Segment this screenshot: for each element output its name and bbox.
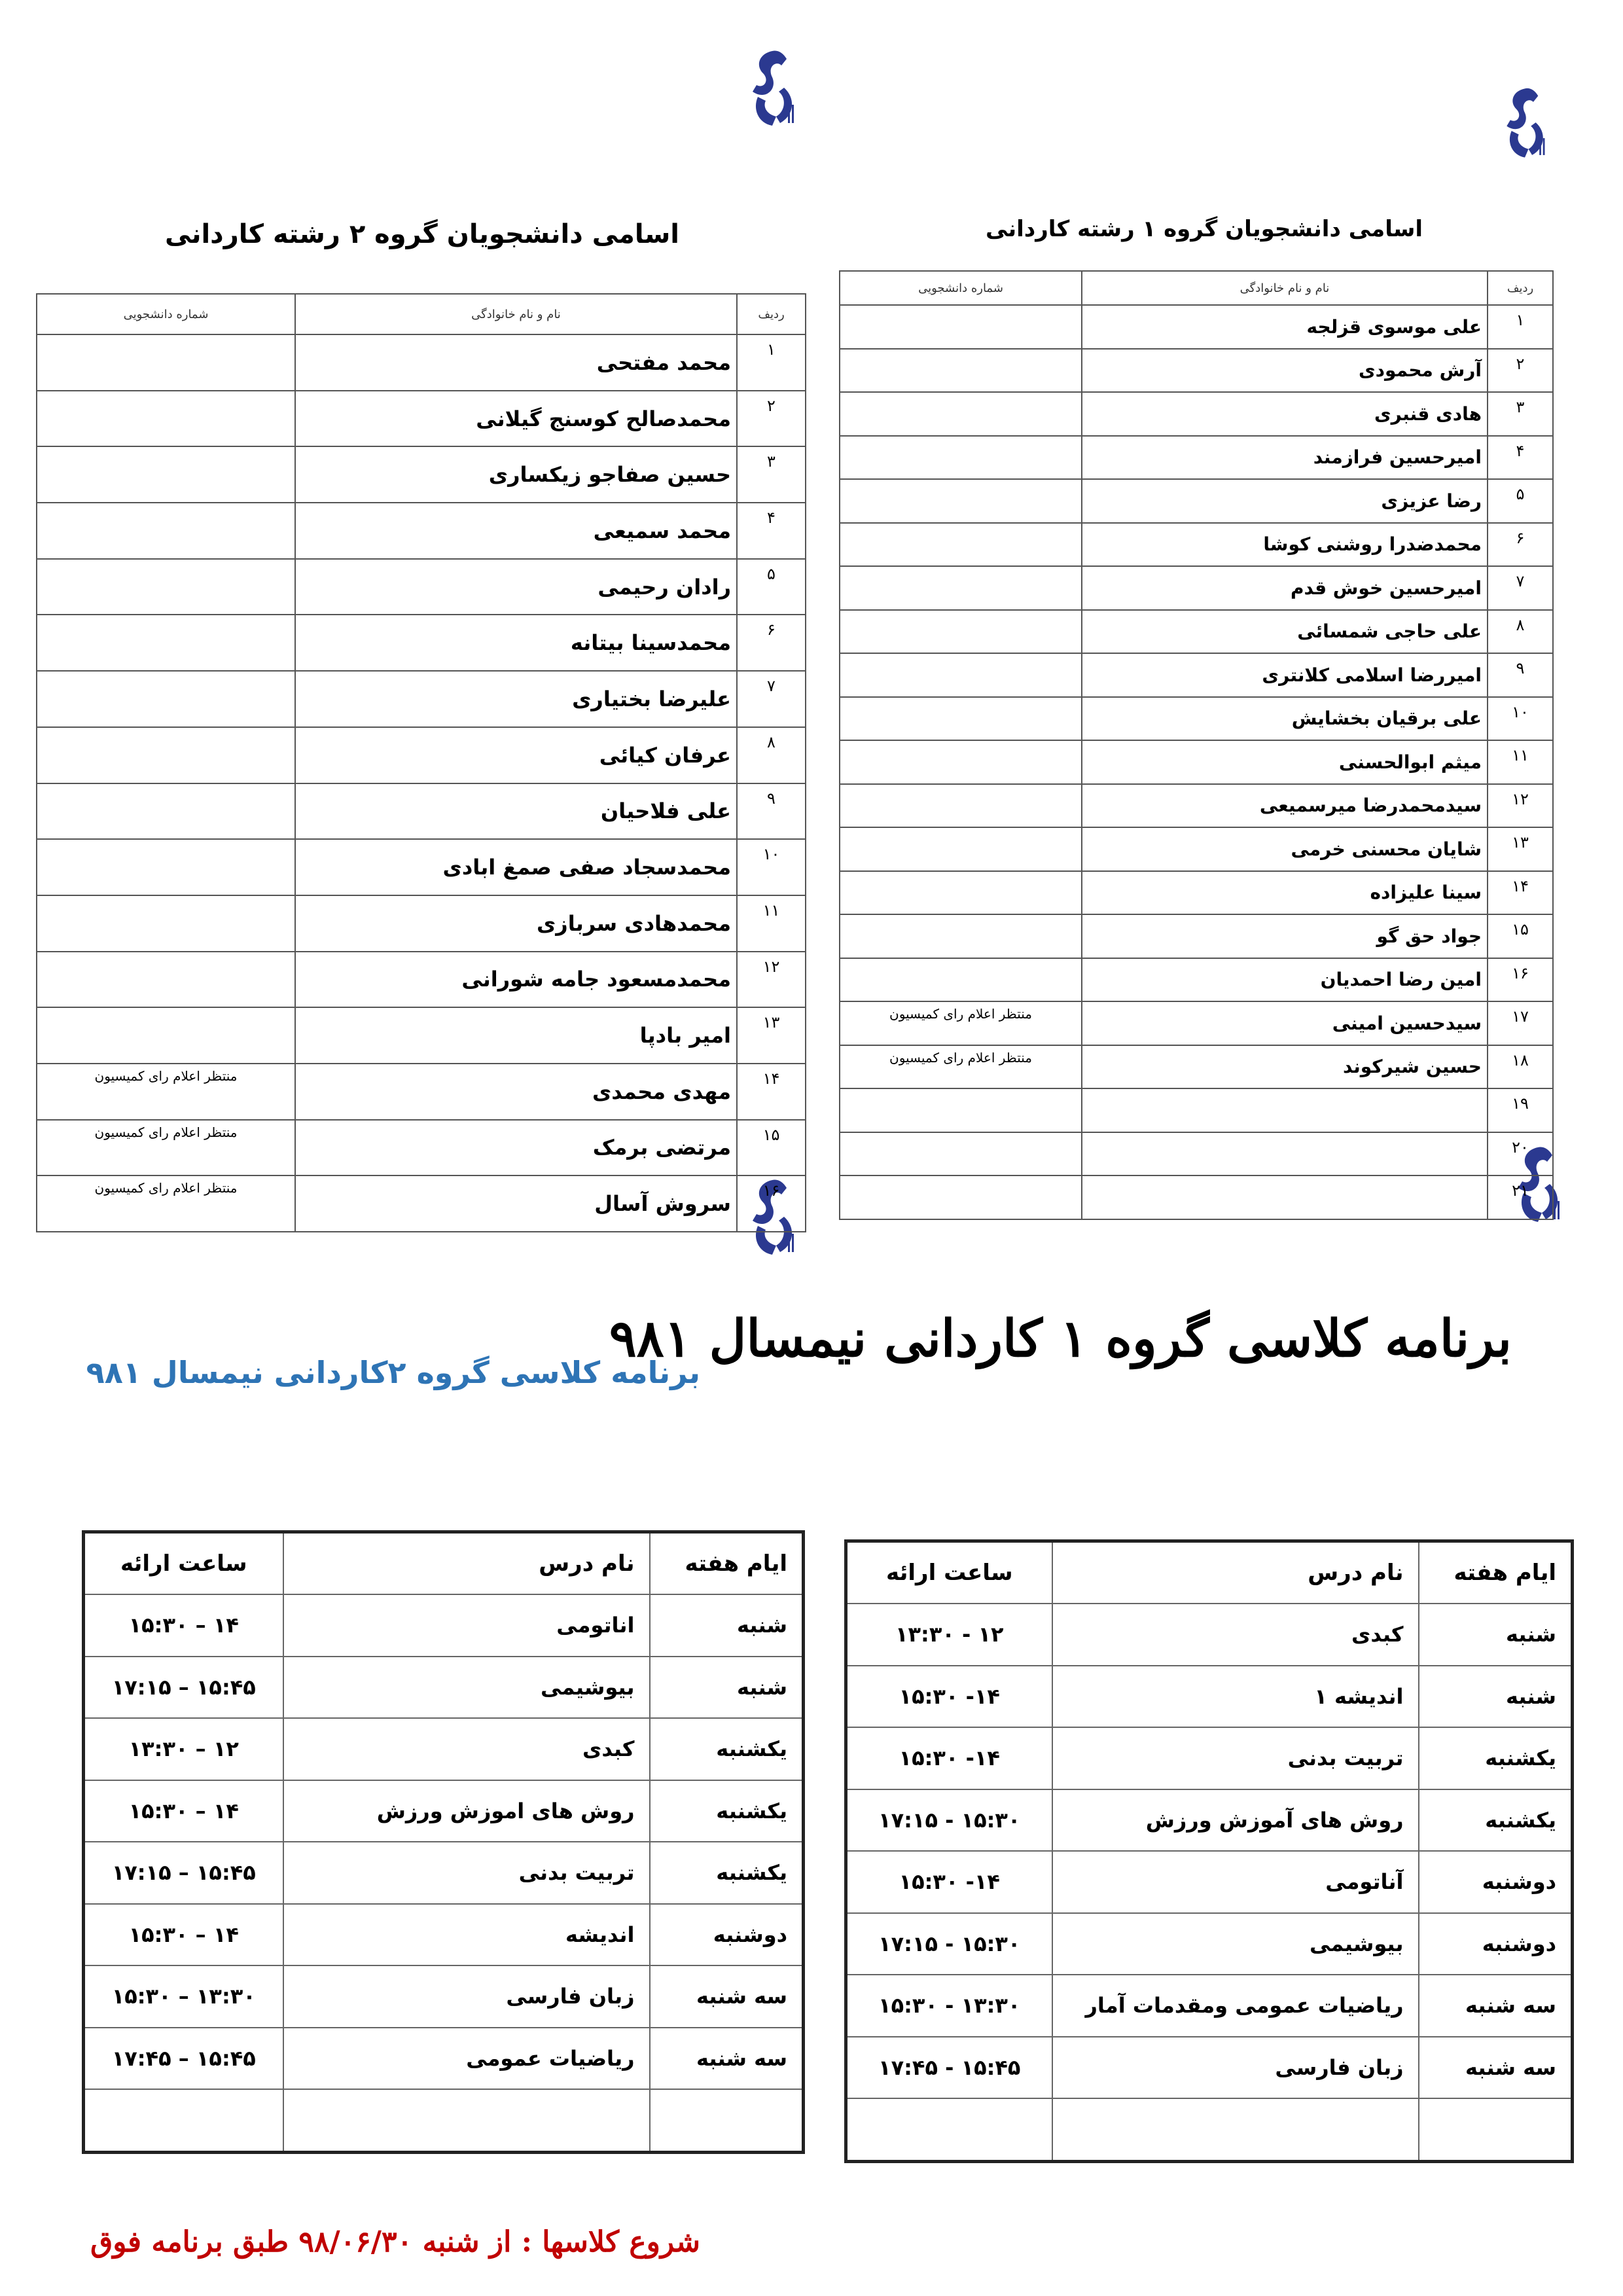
table-row [846,1851,1573,1913]
row-index: ۷ [737,671,806,727]
table-row [840,1175,1553,1219]
student-id-note [37,503,295,559]
header-time: ساعت ارائه [84,1532,283,1595]
schedule-time: ۱۳:۳۰ – ۱۵:۳۰ [84,1965,283,2028]
group1-schedule-title: برنامه کلاسی گروه ۱ کاردانی نیمسال ۹۸۱ [609,1309,1512,1369]
table-row [846,1975,1573,2037]
row-index: ۲ [1488,349,1553,393]
student-id-note: منتظر اعلام رای کمیسیون [37,1175,295,1232]
schedule-day: شنبه [650,1657,804,1719]
table-row [840,610,1553,654]
schedule-course: اندیشه [283,1904,650,1966]
row-index: ۳ [1488,392,1553,436]
schedule-day: شنبه [1419,1604,1573,1666]
student-id-note [37,391,295,447]
student-name [1082,1132,1488,1176]
student-id-note [840,914,1082,958]
schedule-course: تربیت بدنی [1052,1727,1419,1789]
table-row [840,305,1553,349]
header-index: ردیف [737,294,806,334]
table-row [840,1088,1553,1132]
table-row [37,1175,806,1232]
student-id-note [37,671,295,727]
student-name: علی برقیان بخشایش [1082,697,1488,741]
student-name: محمدصالح کوسنج گیلانی [295,391,737,447]
schedule-course [1052,2098,1419,2161]
student-name: امیررضا اسلامی کلانتری [1082,653,1488,697]
classes-start-note: شروع کلاسها : از شنبه ۹۸/۰۶/۳۰ طبق برنامه فوق [90,2225,700,2259]
schedule-time: ۱۴- ۱۵:۳۰ [846,1727,1052,1789]
table-row [84,2028,804,2090]
student-id-note [840,740,1082,784]
student-name: رادان رحیمی [295,559,737,615]
student-name: محمد سمیعی [295,503,737,559]
row-index: ۱۵ [737,1120,806,1176]
university-logo [1499,84,1551,162]
header-course: نام درس [1052,1541,1419,1604]
row-index: ۵ [737,559,806,615]
student-id-note: منتظر اعلام رای کمیسیون [37,1120,295,1176]
schedule-course: بیوشیمی [1052,1913,1419,1975]
schedule-day: یکشنبه [650,1780,804,1842]
table-row [84,1842,804,1904]
header-day: ایام هفته [1419,1541,1573,1604]
student-name: محمدسجاد صفی صمغ ابادی [295,839,737,895]
row-index: ۱۴ [737,1064,806,1120]
table-row [37,559,806,615]
table-row [846,2098,1573,2161]
row-index: ۵ [1488,479,1553,523]
header-student-id: شماره دانشجویی [840,271,1082,305]
schedule-time: ۱۲ - ۱۳:۳۰ [846,1604,1052,1666]
schedule-time [84,2089,283,2152]
table-row [37,503,806,559]
table-header-row [37,294,806,334]
student-name: محمد مفتحی [295,334,737,391]
student-name: میثم ابوالحسنی [1082,740,1488,784]
student-name: رضا عزیزی [1082,479,1488,523]
schedule-course: زبان فارسی [283,1965,650,2028]
student-name: امین رضا احمدیان [1082,958,1488,1002]
schedule-day: شنبه [650,1594,804,1657]
student-name: سینا علیزاده [1082,871,1488,915]
schedule-course: کبدی [1052,1604,1419,1666]
university-logo [746,46,798,131]
table-row [846,1604,1573,1666]
table-row [840,653,1553,697]
schedule-day: شنبه [1419,1666,1573,1728]
schedule-course: اندیشه ۱ [1052,1666,1419,1728]
schedule-day: سه شنبه [1419,2037,1573,2099]
student-id-note [840,392,1082,436]
table-row [84,1965,804,2028]
group1-students-table [839,270,1554,1220]
row-index: ۱۲ [1488,784,1553,828]
row-index: ۳ [737,446,806,503]
schedule-day: دوشنبه [1419,1851,1573,1913]
row-index: ۲ [737,391,806,447]
row-index: ۷ [1488,566,1553,610]
row-index: ۱۴ [1488,871,1553,915]
schedule-day: دوشنبه [650,1904,804,1966]
student-id-note [840,305,1082,349]
schedule-day [650,2089,804,2152]
student-name [1082,1088,1488,1132]
header-name: نام و نام خانوادگی [1082,271,1488,305]
student-name: محمدضدرا روشنی کوشا [1082,523,1488,567]
schedule-course: اناتومی [283,1594,650,1657]
table-row [37,334,806,391]
table-row [37,839,806,895]
student-name: سیدحسین امینی [1082,1001,1488,1045]
schedule-course: روش های آموزش ورزش [1052,1789,1419,1852]
schedule-day: یکشنبه [1419,1727,1573,1789]
student-id-note [840,349,1082,393]
schedule-day: یکشنبه [1419,1789,1573,1852]
group2-schedule-table [82,1530,805,2154]
student-id-note: منتظر اعلام رای کمیسیون [840,1001,1082,1045]
row-index: ۹ [737,783,806,840]
row-index: ۱۳ [737,1007,806,1064]
table-row [84,2089,804,2152]
schedule-time: ۱۴ – ۱۵:۳۰ [84,1780,283,1842]
schedule-time: ۱۵:۳۰ - ۱۷:۱۵ [846,1913,1052,1975]
student-name: شایان محسنی خرمی [1082,827,1488,871]
schedule-time [846,2098,1052,2161]
schedule-time: ۱۵:۴۵ – ۱۷:۱۵ [84,1657,283,1719]
student-id-note [37,1007,295,1064]
row-index: ۱۶ [1488,958,1553,1002]
table-row [840,479,1553,523]
schedule-course: روش های اموزش ورزش [283,1780,650,1842]
schedule-day: سه شنبه [1419,1975,1573,2037]
group1-list-title: اسامی دانشجویان گروه ۱ رشته کاردانی [985,216,1423,242]
student-id-note [840,1088,1082,1132]
table-row [840,958,1553,1002]
table-header-row [840,271,1553,305]
schedule-day [1419,2098,1573,2161]
row-index: ۴ [1488,436,1553,480]
student-id-note [37,727,295,783]
student-name: مهدی محمدی [295,1064,737,1120]
header-student-id: شماره دانشجویی [37,294,295,334]
group2-list-title: اسامی دانشجویان گروه ۲ رشته کاردانی [164,219,679,249]
row-index: ۸ [1488,610,1553,654]
row-index: ۲۰ [1488,1132,1553,1176]
group1-schedule-table [844,1539,1574,2163]
student-id-note [37,559,295,615]
student-name: علی موسوی قزلجه [1082,305,1488,349]
student-name: علی حاجی شمسائی [1082,610,1488,654]
table-row [84,1718,804,1780]
header-course: نام درس [283,1532,650,1595]
student-id-note [37,446,295,503]
schedule-time: ۱۴ – ۱۵:۳۰ [84,1594,283,1657]
student-name: محمدمسعود جامه شورانی [295,952,737,1008]
student-id-note [840,653,1082,697]
schedule-day: یکشنبه [650,1842,804,1904]
student-name: آرش محمودی [1082,349,1488,393]
row-index: ۸ [737,727,806,783]
student-id-note [840,479,1082,523]
student-name: محمدسینا بیتانه [295,615,737,671]
table-row [37,671,806,727]
row-index: ۱۶ [737,1175,806,1232]
schedule-course: آناتومی [1052,1851,1419,1913]
row-index: ۱۱ [737,895,806,952]
schedule-time: ۱۴ – ۱۵:۳۰ [84,1904,283,1966]
schedule-time: ۱۲ – ۱۳:۳۰ [84,1718,283,1780]
student-name: امیرحسین فرازمند [1082,436,1488,480]
table-row [37,1007,806,1064]
student-id-note [37,952,295,1008]
table-row [84,1904,804,1966]
group2-schedule-title: برنامه کلاسی گروه ۲کاردانی نیمسال ۹۸۱ [86,1355,700,1390]
table-row [840,436,1553,480]
student-name [1082,1175,1488,1219]
schedule-time: ۱۵:۳۰ - ۱۷:۱۵ [846,1789,1052,1852]
student-name: مرتضی برمک [295,1120,737,1176]
schedule-day: دوشنبه [1419,1913,1573,1975]
schedule-course: زبان فارسی [1052,2037,1419,2099]
schedule-time: ۱۵:۴۵ - ۱۷:۴۵ [846,2037,1052,2099]
row-index: ۱۰ [1488,697,1553,741]
student-id-note [840,827,1082,871]
schedule-day: سه شنبه [650,2028,804,2090]
row-index: ۱۲ [737,952,806,1008]
table-row [840,392,1553,436]
student-id-note [840,697,1082,741]
student-name: سیدمحمدرضا میرسمیعی [1082,784,1488,828]
student-id-note [840,871,1082,915]
schedule-time: ۱۳:۳۰ - ۱۵:۳۰ [846,1975,1052,2037]
table-row [840,871,1553,915]
row-index: ۱۷ [1488,1001,1553,1045]
table-row [84,1594,804,1657]
student-id-note [840,566,1082,610]
table-row [840,566,1553,610]
student-id-note [840,958,1082,1002]
table-row [37,895,806,952]
student-name: جواد حق گو [1082,914,1488,958]
table-header-row [846,1541,1573,1604]
table-row [846,1727,1573,1789]
table-row [37,727,806,783]
student-id-note [37,783,295,840]
table-row [840,740,1553,784]
schedule-time: ۱۴- ۱۵:۳۰ [846,1666,1052,1728]
table-row [840,1045,1553,1089]
student-id-note [840,436,1082,480]
row-index: ۱۱ [1488,740,1553,784]
header-name: نام و نام خانوادگی [295,294,737,334]
student-id-note [840,1132,1082,1176]
schedule-course [283,2089,650,2152]
student-id-note [840,1175,1082,1219]
table-header-row [84,1532,804,1595]
table-row [846,1789,1573,1852]
table-row [840,827,1553,871]
row-index: ۱ [1488,305,1553,349]
student-name: علی فلاحیان [295,783,737,840]
schedule-course: ریاضیات عمومی ومقدمات آمار [1052,1975,1419,2037]
table-row [846,1666,1573,1728]
header-day: ایام هفته [650,1532,804,1595]
student-name: علیرضا بختیاری [295,671,737,727]
student-name: حسین شیرکوند [1082,1045,1488,1089]
row-index: ۱۰ [737,839,806,895]
student-id-note: منتظر اعلام رای کمیسیون [840,1045,1082,1089]
row-index: ۹ [1488,653,1553,697]
student-id-note [840,610,1082,654]
table-row [840,914,1553,958]
schedule-course: ریاضیات عمومی [283,2028,650,2090]
row-index: ۱۳ [1488,827,1553,871]
table-row [37,446,806,503]
table-row [840,1001,1553,1045]
row-index: ۶ [1488,523,1553,567]
group2-students-table [36,293,806,1232]
schedule-time: ۱۴- ۱۵:۳۰ [846,1851,1052,1913]
schedule-day: سه شنبه [650,1965,804,2028]
student-name: عرفان کیائی [295,727,737,783]
table-row [37,1120,806,1176]
table-row [846,2037,1573,2099]
student-name: سروش آسال [295,1175,737,1232]
table-row [37,783,806,840]
row-index: ۱۸ [1488,1045,1553,1089]
row-index: ۶ [737,615,806,671]
student-id-note [37,615,295,671]
table-row [37,1064,806,1120]
student-id-note [840,523,1082,567]
table-row [840,523,1553,567]
student-id-note [37,334,295,391]
table-row [840,784,1553,828]
table-row [37,391,806,447]
row-index: ۱ [737,334,806,391]
header-time: ساعت ارائه [846,1541,1052,1604]
student-name: هادی قنبری [1082,392,1488,436]
schedule-course: کبدی [283,1718,650,1780]
schedule-day: یکشنبه [650,1718,804,1780]
table-row [84,1657,804,1719]
student-name: امیرحسین خوش قدم [1082,566,1488,610]
student-name: امیر بادپا [295,1007,737,1064]
student-id-note [37,895,295,952]
schedule-time: ۱۵:۴۵ – ۱۷:۴۵ [84,2028,283,2090]
row-index: ۱۹ [1488,1088,1553,1132]
student-id-note: منتظر اعلام رای کمیسیون [37,1064,295,1120]
table-row [37,615,806,671]
table-row [846,1913,1573,1975]
table-row [84,1780,804,1842]
student-name: حسین صفاجو زیکساری [295,446,737,503]
schedule-time: ۱۵:۴۵ – ۱۷:۱۵ [84,1842,283,1904]
student-id-note [840,784,1082,828]
table-row [840,349,1553,393]
row-index: ۱۵ [1488,914,1553,958]
row-index: ۲۱ [1488,1175,1553,1219]
table-row [37,952,806,1008]
student-name: محمدهادی سربازی [295,895,737,952]
schedule-course: تربیت بدنی [283,1842,650,1904]
schedule-course: بیوشیمی [283,1657,650,1719]
table-row [840,697,1553,741]
student-id-note [37,839,295,895]
header-index: ردیف [1488,271,1553,305]
row-index: ۴ [737,503,806,559]
table-row [840,1132,1553,1176]
